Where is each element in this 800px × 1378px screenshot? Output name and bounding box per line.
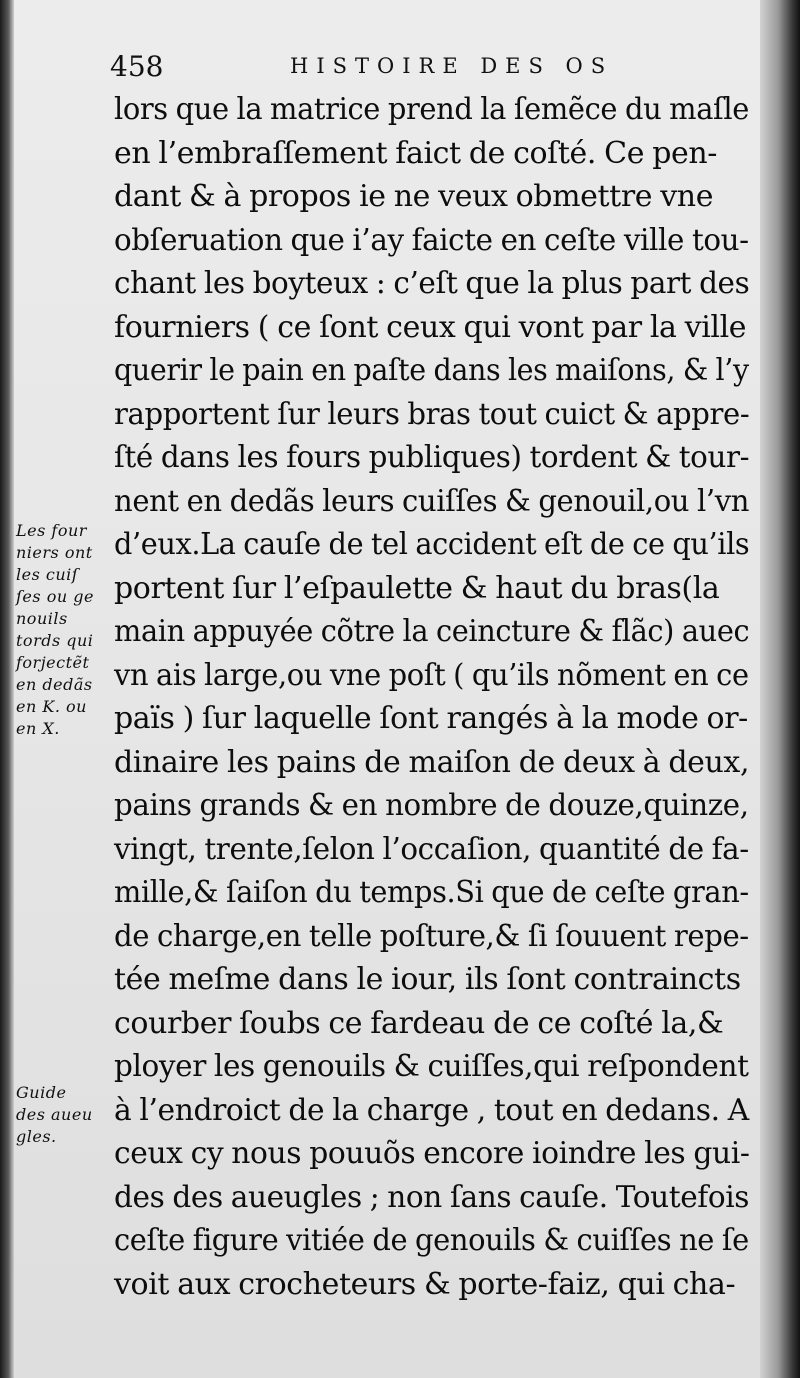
margin-note-line: niers ont (16, 543, 93, 562)
text-line: mille,& ſaiſon du temps.Si que de ceſte gran- (114, 875, 749, 910)
text-line: païs ) ſur laquelle ſont rangés à la mode or- (114, 701, 748, 736)
text-line: dinaire les pains de maiſon de deux à deux, (114, 744, 750, 780)
text-line: courber ſoubs ce fardeau de ce coſté la,& (114, 1005, 724, 1041)
text-line: de charge,en telle poſture,& ſi ſouuent repe- (114, 918, 749, 954)
text-line: obſeruation que i’ay faicte en ceſte ville tou- (114, 222, 749, 258)
margin-note-line: en X. (16, 719, 60, 738)
margin-note-line: nouils (16, 609, 68, 628)
margin-note-line: tords qui (16, 631, 94, 650)
margin-note-line: Guide (16, 1083, 67, 1102)
text-line: ployer les genouils & cuiſſes,qui reſpondent (114, 1049, 749, 1084)
text-line: pains grands & en nombre de douze,quinze, (114, 788, 749, 823)
text-line: lors que la matrice prend la ſemẽce du maſle (114, 92, 749, 127)
margin-note-line: gles. (16, 1127, 57, 1146)
text-line: ceux cy nous pouuõs encore ioindre les gui- (114, 1136, 750, 1171)
margin-note-line: en K. ou (16, 697, 87, 716)
margin-note-line: forjectẽt (16, 653, 90, 672)
margin-note-fourniers (16, 520, 110, 740)
margin-note-line: en dedãs (16, 675, 93, 694)
text-line: nent en dedãs leurs cuiſſes & genouil,ou l’vn (114, 483, 750, 519)
text-line: ſté dans les fours publiques) tordent & tour- (114, 440, 750, 475)
text-line: main appuyée cõtre la ceincture & flãc) auec (114, 614, 750, 649)
page-header (110, 50, 730, 90)
page-edge-shadow (760, 0, 800, 1378)
text-line: des des aueugles ; non ſans cauſe. Toutefois (114, 1179, 750, 1215)
book-page (14, 0, 762, 1378)
text-line: ceſte figure vitiée de genouils & cuiſſes ne ſe (114, 1223, 749, 1258)
text-line: voit aux crocheteurs & porte-faiz, qui cha- (114, 1266, 736, 1302)
text-line: portent ſur l’eſpaulette & haut du bras(la (114, 570, 720, 606)
margin-note-line: ſes ou ge (16, 587, 94, 606)
text-line: d’eux.La cauſe de tel accident eſt de ce qu’ils (114, 527, 750, 562)
text-line: tée meſme dans le iour, ils ſont contraincts (114, 962, 741, 997)
text-line: fourniers ( ce ſont ceux qui vont par la ville (114, 309, 747, 345)
text-line: dant & à propos ie ne veux obmettre vne (114, 179, 714, 214)
book-gutter-shadow (0, 0, 14, 1378)
text-line: à l’endroict de la charge , tout en dedans. A (114, 1092, 749, 1128)
margin-note-line: les cuiſ (16, 565, 79, 584)
running-head: HISTOIRE DES OS (290, 54, 614, 78)
text-line: chant les boyteux : c’eſt que la plus part des (114, 266, 750, 301)
text-line: querir le pain en paſte dans les maiſons, & l’y (114, 353, 749, 388)
margin-note-line: Les four (16, 521, 87, 540)
text-line: vingt, trente,ſelon l’occaſion, quantité de fa- (114, 831, 749, 867)
text-line: rapportent ſur leurs bras tout cuict & appre- (114, 396, 750, 432)
body-text (114, 88, 749, 1306)
text-line: vn ais large,ou vne poſt ( qu’ils nõment en ce (114, 657, 749, 693)
margin-note-guide (16, 1082, 110, 1148)
text-line: en l’embraſſement faict de coſté. Ce pen- (114, 135, 718, 171)
margin-note-line: des aueu (16, 1105, 93, 1124)
page-number: 458 (110, 50, 164, 83)
